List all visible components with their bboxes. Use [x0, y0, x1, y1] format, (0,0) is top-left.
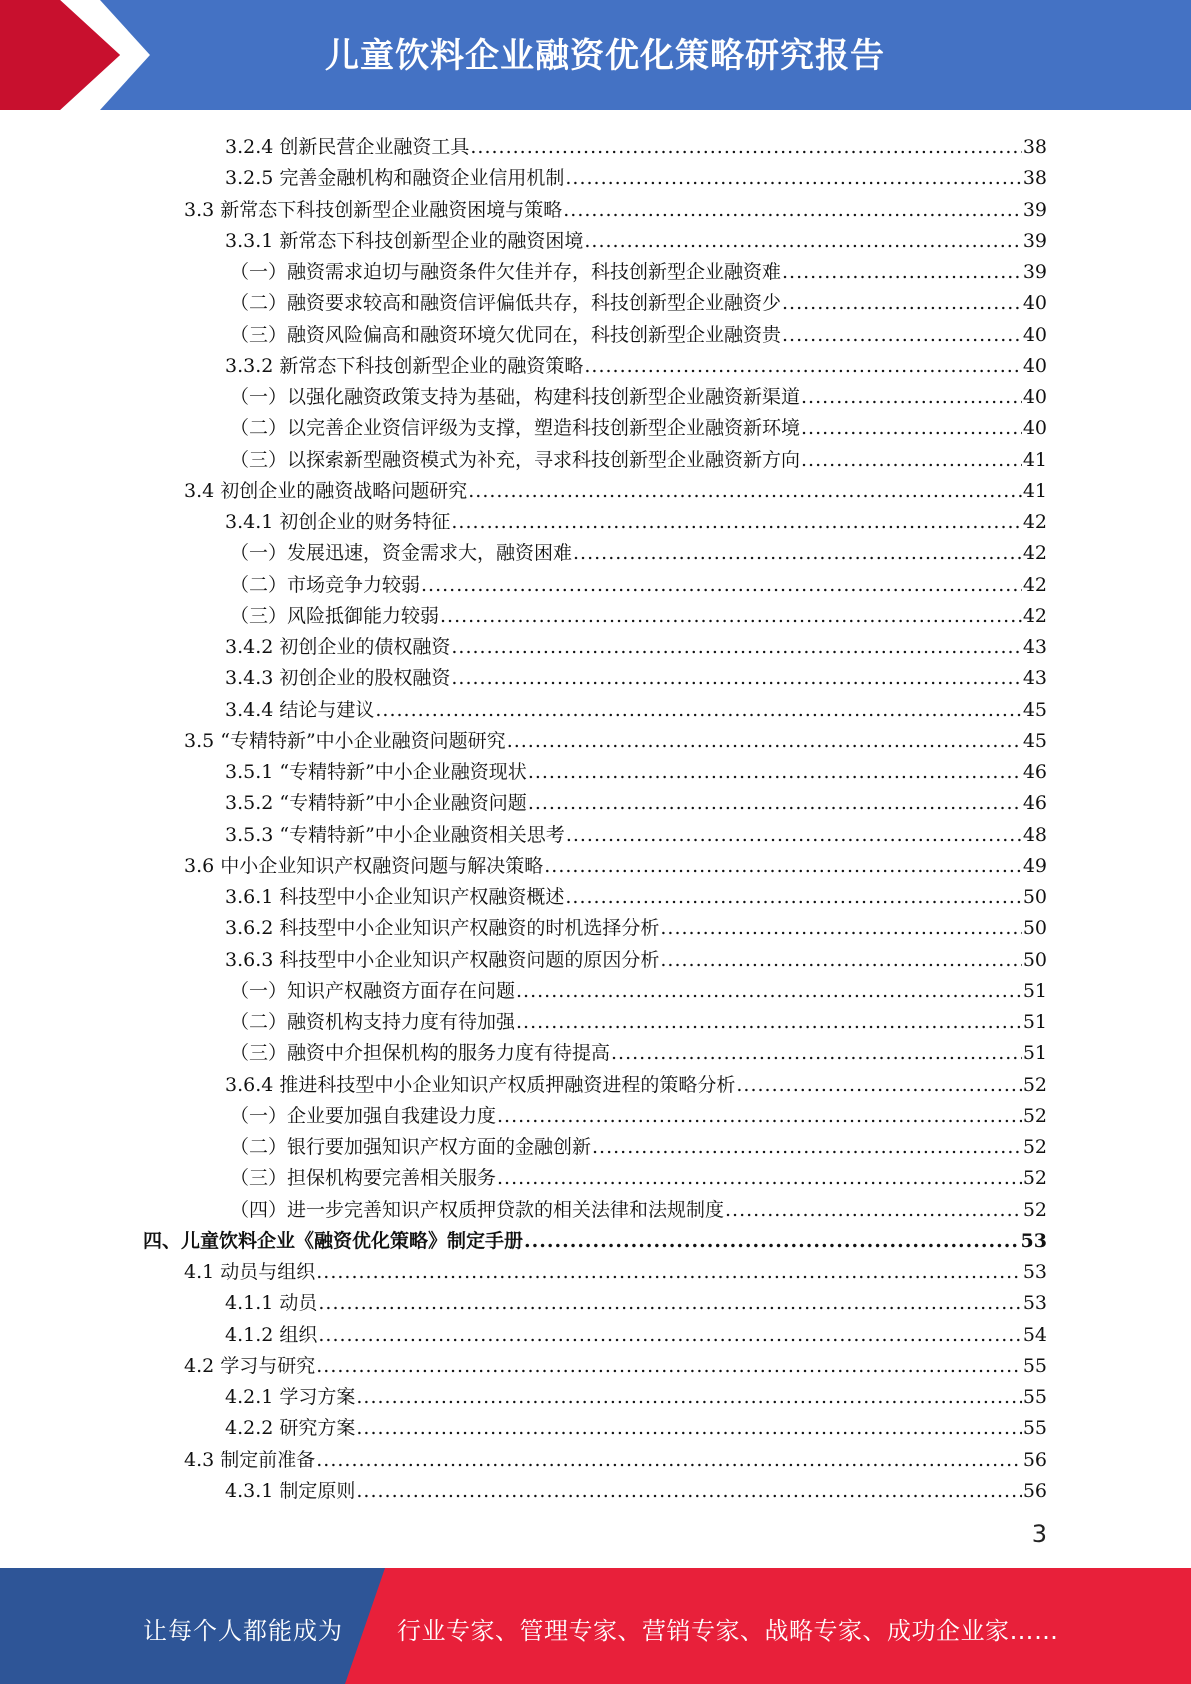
toc-entry[interactable] [230, 972, 1047, 1003]
toc-entry-title: （一）发展迅速，资金需求大，融资困难 [230, 542, 573, 565]
toc-entry-title: 4.1.1 动员 [225, 1292, 318, 1315]
toc-entry[interactable] [143, 1222, 1047, 1253]
toc-entry-title: 4.2.1 学习方案 [225, 1386, 356, 1408]
toc-dot-leader [782, 291, 1022, 315]
toc-entry-title: 3.6.3 科技型中小企业知识产权融资问题的原因分析 [225, 948, 660, 971]
footer-slogan-right: 行业专家、管理专家、营销专家、战略专家、成功企业家…… [397, 1617, 1059, 1645]
toc-entry[interactable] [184, 722, 1047, 753]
toc-entry-page: 40 [1022, 292, 1047, 315]
toc-entry[interactable] [230, 1128, 1047, 1159]
toc-entry[interactable] [225, 347, 1047, 378]
toc-dot-leader [725, 1198, 1022, 1222]
toc-entry[interactable] [230, 441, 1047, 472]
toc-entry-page: 55 [1022, 1386, 1047, 1408]
toc-entry-title: 3.2.4 创新民营企业融资工具 [225, 136, 470, 158]
toc-entry-page: 38 [1022, 167, 1047, 190]
toc-entry-page: 39 [1022, 261, 1047, 283]
toc-dot-leader [356, 1385, 1021, 1409]
toc-entry-title: 3.6.2 科技型中小企业知识产权融资的时机选择分析 [225, 917, 660, 940]
toc-dot-leader [573, 541, 1022, 565]
toc-dot-leader [356, 1416, 1021, 1440]
toc-dot-leader [421, 573, 1022, 597]
toc-entry[interactable] [225, 784, 1047, 815]
toc-entry-title: （三）担保机构要完善相关服务 [230, 1167, 497, 1190]
toc-entry-title: 3.3.1 新常态下科技创新型企业的融资困境 [225, 229, 584, 252]
toc-dot-leader [318, 1323, 1021, 1347]
toc-dot-leader [563, 198, 1022, 222]
toc-entry-title: 4.3.1 制定原则 [225, 1479, 356, 1502]
toc-entry-title: 3.3.2 新常态下科技创新型企业的融资策略 [225, 354, 584, 377]
toc-entry-page: 52 [1022, 1073, 1047, 1096]
toc-dot-leader [470, 135, 1021, 159]
toc-entry-title: （二）融资机构支持力度有待加强 [230, 1011, 516, 1033]
toc-entry-page: 51 [1022, 1042, 1047, 1065]
toc-entry-page: 51 [1022, 1011, 1047, 1033]
toc-dot-leader [316, 1448, 1022, 1472]
toc-entry-page: 52 [1022, 1167, 1047, 1190]
toc-entry-page: 43 [1022, 667, 1047, 690]
toc-entry-title: 3.3 新常态下科技创新型企业融资困境与策略 [184, 198, 563, 221]
page-header [0, 0, 1191, 110]
toc-entry-title: 3.5.1 “专精特新”中小企业融资现状 [225, 761, 527, 783]
toc-entry-title: 3.5 “专精特新”中小企业融资问题研究 [184, 729, 506, 752]
toc-dot-leader [497, 1104, 1022, 1128]
toc-entry[interactable] [230, 378, 1047, 409]
toc-entry-page: 55 [1022, 1354, 1047, 1377]
toc-entry-title: （一）企业要加强自我建设力度 [230, 1104, 497, 1127]
toc-dot-leader [592, 1135, 1022, 1159]
toc-entry[interactable] [225, 159, 1047, 190]
toc-entry-title: 3.4.1 初创企业的财务特征 [225, 511, 451, 533]
toc-entry-page: 54 [1022, 1323, 1047, 1346]
toc-entry-title: 3.6.1 科技型中小企业知识产权融资概述 [225, 886, 565, 908]
toc-dot-leader [801, 416, 1022, 440]
toc-dot-leader [524, 1229, 1020, 1253]
toc-dot-leader [451, 666, 1021, 690]
toc-entry[interactable] [184, 1347, 1047, 1378]
toc-dot-leader [451, 510, 1021, 534]
toc-entry-page: 46 [1022, 792, 1047, 815]
page-footer [0, 1568, 1191, 1684]
toc-entry-page: 38 [1022, 136, 1047, 158]
toc-entry-title: （三）融资风险偏高和融资环境欠优同在，科技创新型企业融资贵 [230, 323, 782, 346]
toc-entry-page: 45 [1022, 698, 1047, 721]
toc-entry-title: 4.2.2 研究方案 [225, 1417, 356, 1440]
toc-entry-page: 41 [1022, 448, 1047, 471]
toc-entry[interactable] [225, 1378, 1047, 1409]
toc-entry-title: 3.6 中小企业知识产权融资问题与解决策略 [184, 854, 544, 877]
toc-entry-title: （一）以强化融资政策支持为基础，构建科技创新型企业融资新渠道 [230, 386, 801, 408]
toc-dot-leader [660, 948, 1021, 972]
toc-entry-page: 45 [1022, 729, 1047, 752]
toc-dot-leader [782, 323, 1022, 347]
toc-entry-page: 56 [1022, 1479, 1047, 1502]
toc-entry-title: 3.4.4 结论与建议 [225, 698, 375, 721]
toc-dot-leader [660, 916, 1021, 940]
toc-entry-page: 39 [1022, 198, 1047, 221]
toc-entry-page: 40 [1022, 386, 1047, 408]
toc-entry[interactable] [225, 503, 1047, 534]
toc-entry-page: 40 [1022, 417, 1047, 440]
toc-entry-title: （四）进一步完善知识产权质押贷款的相关法律和法规制度 [230, 1198, 725, 1221]
toc-dot-leader [782, 260, 1022, 284]
toc-dot-leader [516, 979, 1022, 1003]
toc-entry[interactable] [184, 472, 1047, 503]
toc-dot-leader [497, 1166, 1022, 1190]
toc-entry-page: 42 [1022, 573, 1047, 596]
toc-entry-title: （二）市场竞争力较弱 [230, 573, 421, 596]
toc-entry[interactable] [230, 1159, 1047, 1190]
toc-entry[interactable] [225, 878, 1047, 909]
toc-entry-title: 3.4.3 初创企业的股权融资 [225, 667, 451, 690]
toc-entry-page: 52 [1022, 1104, 1047, 1127]
toc-entry[interactable] [225, 1316, 1047, 1347]
toc-entry-title: （一）融资需求迫切与融资条件欠佳并存，科技创新型企业融资难 [230, 261, 782, 283]
toc-entry-title: （二）银行要加强知识产权方面的金融创新 [230, 1136, 592, 1158]
toc-entry[interactable] [225, 1284, 1047, 1315]
toc-entry[interactable] [230, 284, 1047, 315]
toc-entry-page: 50 [1022, 917, 1047, 940]
toc-dot-leader [318, 1291, 1021, 1315]
toc-entry-page: 42 [1022, 511, 1047, 533]
toc-entry-page: 50 [1022, 948, 1047, 971]
toc-dot-leader [565, 885, 1021, 909]
toc-dot-leader [468, 479, 1022, 503]
toc-entry-title: （三）融资中介担保机构的服务力度有待提高 [230, 1042, 611, 1065]
toc-dot-leader [528, 760, 1022, 784]
toc-entry[interactable] [184, 1253, 1047, 1284]
toc-dot-leader [507, 729, 1022, 753]
toc-entry-page: 50 [1022, 886, 1047, 908]
toc-entry-title: 4.1 动员与组织 [184, 1261, 316, 1283]
toc-dot-leader [544, 854, 1022, 878]
toc-entry-page: 40 [1022, 354, 1047, 377]
toc-entry[interactable] [230, 1097, 1047, 1128]
toc-entry[interactable] [230, 409, 1047, 440]
toc-entry-page: 52 [1022, 1198, 1047, 1221]
toc-entry[interactable] [230, 316, 1047, 347]
toc-dot-leader [801, 385, 1022, 409]
toc-entry-page: 39 [1022, 229, 1047, 252]
toc-entry[interactable] [184, 191, 1047, 222]
toc-entry-page: 40 [1022, 323, 1047, 346]
toc-entry-title: 3.6.4 推进科技型中小企业知识产权质押融资进程的策略分析 [225, 1073, 736, 1096]
toc-entry[interactable] [225, 128, 1047, 159]
toc-entry[interactable] [230, 253, 1047, 284]
toc-entry-page: 49 [1022, 854, 1047, 877]
toc-entry-title: 4.1.2 组织 [225, 1323, 318, 1346]
toc-dot-leader [565, 166, 1021, 190]
toc-entry-title: 3.2.5 完善金融机构和融资企业信用机制 [225, 167, 565, 190]
toc-entry-page: 56 [1022, 1448, 1047, 1471]
toc-dot-leader [584, 229, 1021, 253]
toc-dot-leader [316, 1260, 1022, 1284]
toc-entry[interactable] [184, 1441, 1047, 1472]
toc-entry-page: 43 [1022, 636, 1047, 658]
toc-entry[interactable] [225, 628, 1047, 659]
toc-entry-page: 53 [1022, 1292, 1047, 1315]
toc-dot-leader [611, 1041, 1022, 1065]
toc-entry-page: 42 [1022, 604, 1047, 627]
toc-dot-leader [440, 604, 1022, 628]
toc-entry-page: 55 [1022, 1417, 1047, 1440]
toc-entry[interactable] [225, 753, 1047, 784]
toc-entry-page: 52 [1022, 1136, 1047, 1158]
toc-entry[interactable] [225, 941, 1047, 972]
toc-entry-page: 51 [1022, 979, 1047, 1002]
toc-dot-leader [801, 448, 1022, 472]
toc-dot-leader [356, 1479, 1021, 1503]
toc-entry-title: 3.5.2 “专精特新”中小企业融资问题 [225, 792, 527, 815]
toc-dot-leader [451, 635, 1021, 659]
toc-entry-title: 4.3 制定前准备 [184, 1448, 316, 1471]
toc-entry[interactable] [230, 534, 1047, 565]
toc-entry[interactable] [225, 659, 1047, 690]
toc-entry-page: 48 [1022, 823, 1047, 846]
toc-dot-leader [736, 1073, 1021, 1097]
toc-entry[interactable] [225, 1472, 1047, 1503]
toc-entry-title: 3.5.3 “专精特新”中小企业融资相关思考 [225, 823, 565, 846]
toc-entry-page: 46 [1022, 761, 1047, 783]
toc-dot-leader [516, 1010, 1022, 1034]
toc-entry[interactable] [225, 909, 1047, 940]
toc-entry-title: （一）知识产权融资方面存在问题 [230, 979, 516, 1002]
toc-entry-page: 42 [1022, 542, 1047, 565]
toc-dot-leader [584, 354, 1021, 378]
toc-entry[interactable] [230, 1191, 1047, 1222]
toc-entry-title: 3.4.2 初创企业的债权融资 [225, 636, 451, 658]
footer-slogan-left: 让每个人都能成为 [143, 1617, 343, 1645]
toc-entry[interactable] [230, 597, 1047, 628]
toc-entry-title: （三）风险抵御能力较弱 [230, 604, 440, 627]
toc-entry[interactable] [230, 566, 1047, 597]
toc-entry[interactable] [225, 816, 1047, 847]
toc-dot-leader [375, 698, 1021, 722]
toc-entry[interactable] [225, 1409, 1047, 1440]
toc-entry[interactable] [230, 1003, 1047, 1034]
page-number: 3 [1031, 1520, 1047, 1548]
toc-dot-leader [566, 823, 1022, 847]
toc-entry-page: 53 [1020, 1229, 1047, 1252]
toc-entry[interactable] [184, 847, 1047, 878]
toc-entry-page: 53 [1022, 1261, 1047, 1283]
toc-entry-title: （三）以探索新型融资模式为补充，寻求科技创新型企业融资新方向 [230, 448, 801, 471]
toc-entry-page: 41 [1022, 479, 1047, 502]
toc-entry-title: 3.4 初创企业的融资战略问题研究 [184, 479, 468, 502]
toc-entry[interactable] [230, 1034, 1047, 1065]
toc-entry-title: （二）以完善企业资信评级为支撑，塑造科技创新型企业融资新环境 [230, 417, 801, 440]
toc-dot-leader [528, 791, 1022, 815]
toc-entry-title: 四、儿童饮料企业《融资优化策略》制定手册 [143, 1229, 524, 1252]
toc-entry-title: （二）融资要求较高和融资信评偏低共存，科技创新型企业融资少 [230, 292, 782, 315]
toc-entry-title: 4.2 学习与研究 [184, 1354, 316, 1377]
toc-entry[interactable] [225, 1066, 1047, 1097]
toc-dot-leader [316, 1354, 1022, 1378]
report-title: 儿童饮料企业融资优化策略研究报告 [325, 36, 885, 76]
toc-entry[interactable] [225, 691, 1047, 722]
toc-entry[interactable] [225, 222, 1047, 253]
